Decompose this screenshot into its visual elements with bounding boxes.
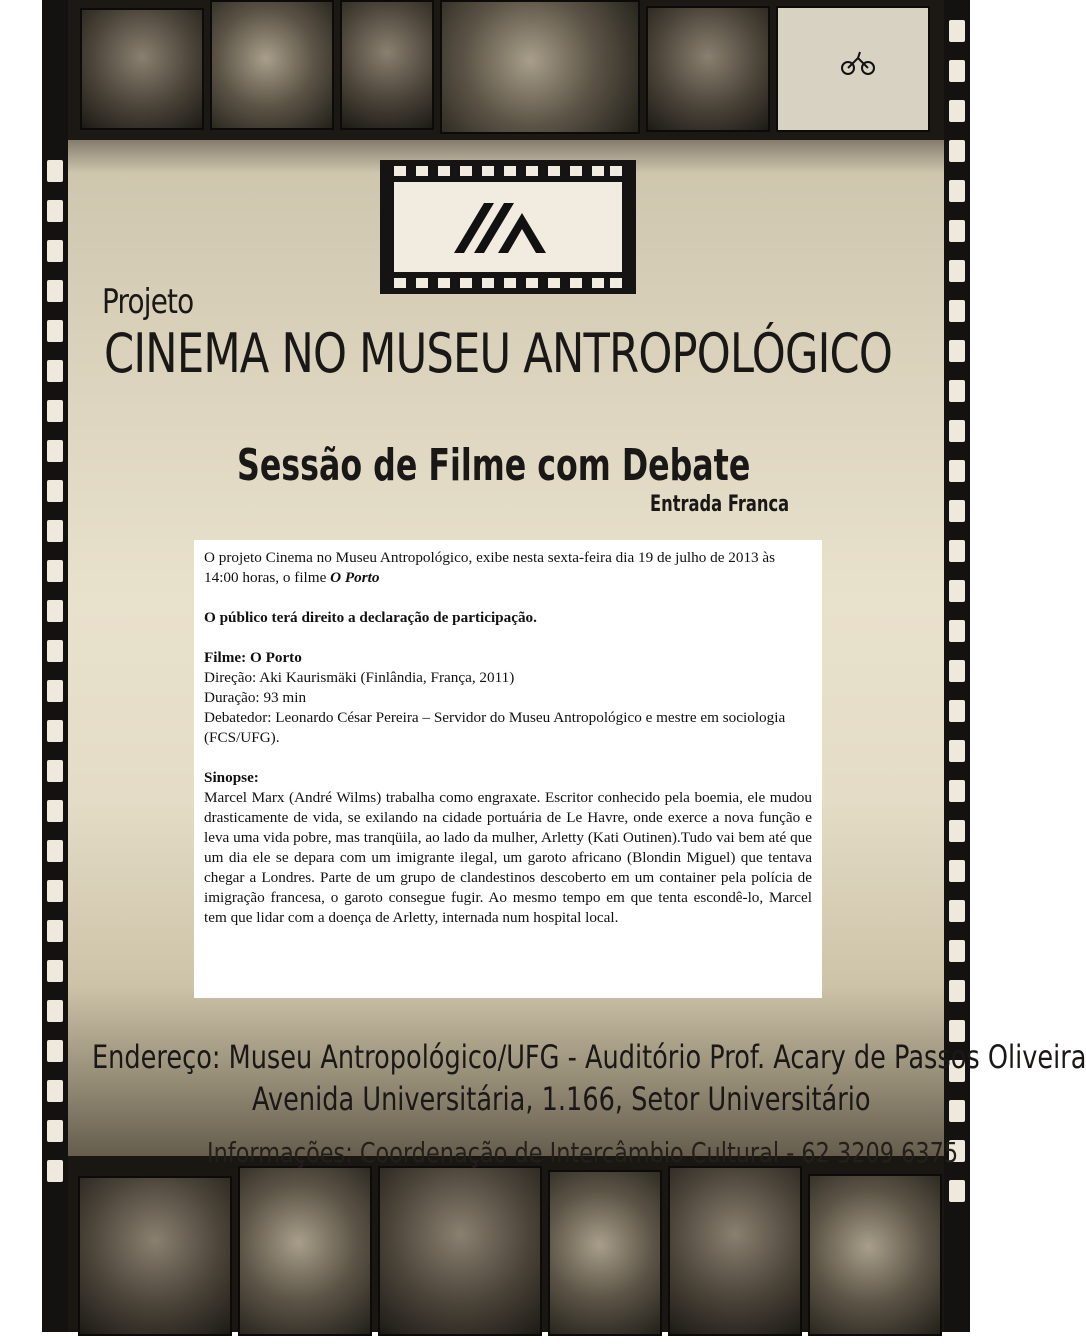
film-stills-bottom bbox=[68, 1156, 944, 1332]
film-stills-top bbox=[68, 0, 944, 140]
page-title: CINEMA NO MUSEU ANTROPOLÓGICO bbox=[104, 322, 893, 385]
film-still bbox=[340, 0, 434, 130]
film-still bbox=[548, 1170, 662, 1336]
intro-paragraph bbox=[204, 548, 812, 588]
film-still bbox=[646, 6, 770, 132]
museum-film-logo-icon bbox=[448, 197, 568, 257]
session-title: Sessão de Filme com Debate bbox=[237, 440, 751, 491]
entry-note: Entrada Franca bbox=[650, 492, 790, 517]
bicycle-moon-icon bbox=[838, 48, 878, 78]
film-still bbox=[440, 0, 640, 134]
film-still bbox=[238, 1166, 372, 1336]
debater-line: Debatedor: Leonardo César Pereira – Servidor do Museu Antropológico e mestre em sociologia (FCS/UFG). bbox=[204, 709, 786, 746]
film-still bbox=[80, 8, 204, 130]
poster bbox=[42, 0, 1086, 1332]
address-line-1: Endereço: Museu Antropológico/UFG - Auditório Prof. Acary de Passos Oliveira bbox=[92, 1038, 1086, 1076]
intro-text: O projeto Cinema no Museu Antropológico, exibe nesta sexta-feira dia 19 de julho de 2013 às 14:00 horas, o filme bbox=[204, 549, 776, 586]
project-label: Projeto bbox=[102, 282, 194, 322]
address-line-2: Avenida Universitária, 1.166, Setor Universitário bbox=[252, 1080, 871, 1118]
event-info-box bbox=[194, 540, 822, 998]
film-still bbox=[668, 1166, 802, 1336]
film-label: Filme: O Porto bbox=[204, 649, 302, 666]
intro-film-title: O Porto bbox=[330, 569, 380, 586]
museum-film-logo bbox=[380, 160, 636, 294]
film-still bbox=[78, 1176, 232, 1336]
film-sprockets-left bbox=[42, 0, 68, 1332]
film-still bbox=[776, 6, 930, 132]
synopsis-label: Sinopse: bbox=[204, 769, 259, 786]
synopsis-text: Marcel Marx (André Wilms) trabalha como engraxate. Escritor conhecido pela boemia, ele mudou drasticamente de vida, se exilando na cidade portuária de Le Havre, onde exerce a nova função e leva uma vida pobre, mas tranqüila, ao lado da mulher, Arletty (Kati Outinen).Tudo vai bem até que um dia ele se depara com um imigrante ilegal, um garoto africano (Blondin Miguel) que tentava chegar a Londres. Parte de um grupo de clandestinos descoberto em um container pela polícia de imigração francesa, o garoto consegue fugir. Ao mesmo tempo em que tenta escondê-lo, Marcel tem que lidar com a doença de Arletty, internada num hospital local. bbox=[204, 789, 812, 926]
contact-info: Informações: Coordenação de Intercâmbio Cultural - 62 3209 6375 bbox=[207, 1136, 959, 1169]
film-still bbox=[808, 1174, 942, 1336]
film-sprockets-right bbox=[944, 0, 970, 1332]
director-line: Direção: Aki Kaurismäki (Finlândia, França, 2011) bbox=[204, 669, 515, 686]
film-still bbox=[378, 1166, 542, 1336]
film-still bbox=[210, 0, 334, 130]
declaration-note: O público terá direito a declaração de participação. bbox=[204, 609, 537, 626]
duration-line: Duração: 93 min bbox=[204, 689, 307, 706]
